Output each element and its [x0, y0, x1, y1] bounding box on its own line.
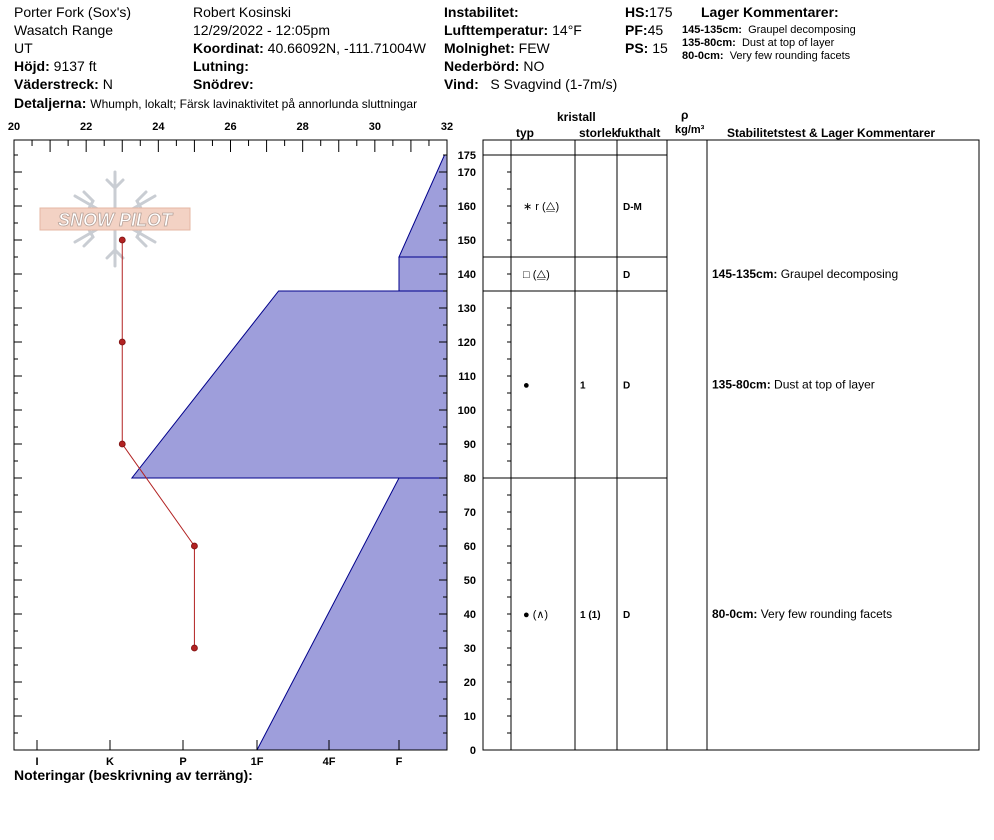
- temperature-tick-label: 26: [224, 121, 237, 133]
- elevation-value: 9137 ft: [53, 58, 97, 74]
- header-layer-comment-range: 135-80cm:: [682, 37, 736, 49]
- datetime: 12/29/2022 - 12:05pm: [193, 22, 330, 38]
- wind-value: S Svagvind (1-7m/s): [490, 76, 618, 92]
- depth-tick-label: 140: [457, 269, 476, 281]
- depth-tick-label: 50: [463, 575, 476, 587]
- depth-tick-label: 100: [457, 405, 476, 417]
- coord-label: Koordinat:: [193, 40, 264, 56]
- hs-value: 175: [649, 4, 673, 20]
- air-temp-value: 14°F: [552, 22, 582, 38]
- details-value: Whumph, lokalt; Färsk lavinaktivitet på annorlunda sluttningar: [90, 97, 418, 111]
- terrain-notes-label: Noteringar (beskrivning av terräng):: [14, 767, 253, 783]
- temperature-tick-label: 32: [440, 121, 454, 133]
- type-header: typ: [516, 126, 534, 140]
- depth-tick-label: 30: [463, 643, 476, 655]
- temperature-tick-label: 28: [296, 121, 309, 133]
- logo-text: SNOW PILOT: [58, 210, 172, 230]
- location: Porter Fork (Sox's): [14, 4, 132, 20]
- state: UT: [14, 40, 33, 56]
- layer-moisture: D-M: [623, 202, 642, 213]
- precip-label: Nederbörd:: [444, 58, 520, 74]
- header-layer-comment-text: Graupel decomposing: [748, 24, 856, 36]
- layer-comment-range: 80-0cm:: [712, 607, 761, 621]
- depth-tick-label: 90: [463, 439, 476, 451]
- depth-tick-label: 80: [463, 473, 476, 485]
- layer-comment: [712, 267, 898, 281]
- layer-comment-text: Dust at top of layer: [774, 377, 875, 392]
- temperature-point: [119, 237, 125, 243]
- depth-tick-label: 130: [457, 303, 476, 315]
- depth-tick-label: 160: [457, 201, 476, 213]
- hardness-tick-label: F: [395, 756, 403, 768]
- layer-grain-size: 1 (1): [580, 610, 601, 621]
- temperature-tick-label: 30: [368, 121, 381, 133]
- aspect-label: Väderstreck:: [14, 76, 99, 92]
- temperature-tick-label: 20: [7, 121, 21, 133]
- hardness-tick-label: 1F: [250, 756, 264, 768]
- layer-moisture: D: [623, 270, 631, 281]
- hardness-tick-label: I: [35, 756, 39, 768]
- layer-comment-text: Graupel decomposing: [780, 267, 899, 281]
- precip-value: NO: [523, 58, 545, 74]
- layer-moisture: D: [623, 380, 631, 392]
- header-layer-comment-text: Very few rounding facets: [729, 50, 851, 62]
- hardness-layer: [132, 291, 447, 478]
- coord-value: 40.66092N, -111.71004W: [267, 40, 426, 56]
- layer-moisture: D: [623, 610, 631, 621]
- pf-label: PF:: [625, 22, 648, 38]
- header-layer-comment-range: 80-0cm:: [682, 50, 724, 62]
- depth-tick-label: 20: [463, 677, 476, 689]
- range: Wasatch Range: [14, 22, 114, 38]
- depth-tick-label: 40: [463, 609, 476, 621]
- hardness-tick-label: 4F: [322, 756, 336, 768]
- hardness-tick-label: P: [179, 756, 187, 768]
- comments-header: Stabilitetstest & Lager Kommentarer: [727, 126, 936, 140]
- temperature-point: [119, 441, 125, 447]
- pf-value: 45: [647, 22, 664, 38]
- hardness-layer: [257, 478, 447, 750]
- density-symbol: ρ: [681, 108, 689, 122]
- details-label: Detaljerna:: [14, 95, 87, 111]
- layer-grain-type: ● (∧): [523, 609, 549, 621]
- sky-label: Molnighet:: [444, 40, 515, 56]
- depth-tick-label: 175: [457, 150, 476, 162]
- layer-comment: [712, 607, 892, 621]
- header-layer-comment-text: Dust at top of layer: [741, 37, 835, 49]
- temperature-tick-label: 22: [80, 121, 93, 133]
- density-unit: kg/m³: [675, 124, 705, 136]
- depth-tick-label: 120: [457, 337, 476, 349]
- stability-label: Instabilitet:: [444, 4, 519, 20]
- depth-tick-label: 150: [457, 235, 476, 247]
- temperature-point: [119, 339, 125, 345]
- layer-grain-type: ∗ r (⧋): [523, 201, 560, 213]
- temperature-point: [191, 645, 197, 651]
- layer-grain-type: □ (⧋): [523, 269, 550, 281]
- depth-tick-label: 170: [457, 167, 476, 179]
- aspect-value: N: [102, 76, 113, 92]
- layer-comment-text: Very few rounding facets: [760, 607, 893, 621]
- layer-comment-range: 145-135cm:: [712, 267, 781, 281]
- crystal-header: kristall: [557, 110, 596, 124]
- wind-loading-label: Snödrev:: [193, 76, 254, 92]
- wind-label: Vind:: [444, 76, 479, 92]
- layer-grain-size: 1: [580, 380, 586, 392]
- depth-tick-label: 60: [463, 541, 476, 553]
- elevation-label: Höjd:: [14, 58, 50, 74]
- header-layer-comment-range: 145-135cm:: [682, 24, 742, 36]
- temperature-point: [191, 543, 197, 549]
- sky-value: FEW: [518, 40, 550, 56]
- layer-comment: [712, 378, 875, 392]
- depth-tick-label: 70: [463, 507, 476, 519]
- depth-tick-label: 0: [469, 745, 476, 757]
- observer: Robert Kosinski: [193, 4, 292, 20]
- air-temp-label: Lufttemperatur:: [444, 22, 549, 38]
- depth-tick-label: 110: [458, 371, 476, 383]
- layer-comment-range: 135-80cm:: [712, 377, 775, 392]
- depth-tick-label: 10: [463, 711, 476, 723]
- size-header: storlek: [579, 126, 619, 140]
- hs-label: HS:: [625, 4, 650, 20]
- moisture-header: fukthalt: [617, 126, 661, 140]
- temperature-tick-label: 24: [152, 121, 165, 133]
- ps-value: 15: [652, 40, 668, 56]
- table-frame: [483, 140, 979, 750]
- layer-grain-type: ●: [523, 379, 530, 392]
- layer-comments-title: Lager Kommentarer:: [701, 4, 839, 20]
- hardness-tick-label: K: [106, 756, 114, 768]
- slope-label: Lutning:: [193, 58, 249, 74]
- ps-label: PS:: [625, 40, 649, 56]
